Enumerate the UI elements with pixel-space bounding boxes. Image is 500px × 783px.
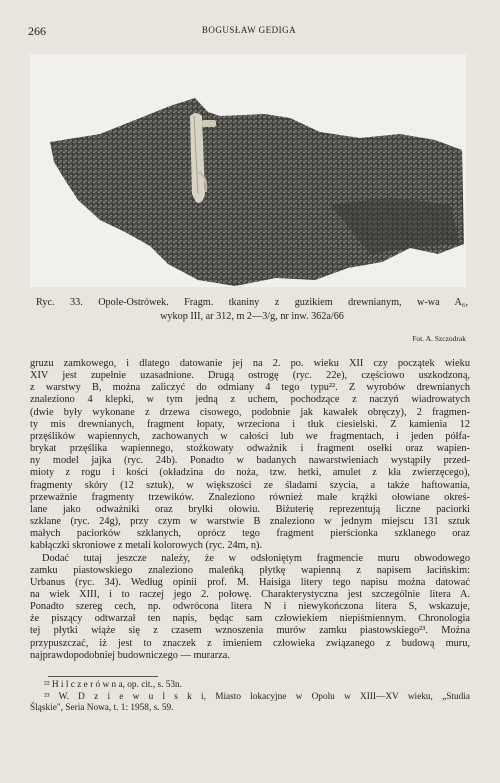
text-line: brykat przęślika wapiennego, stożkowaty odważnik i fragment osełki oraz wapien- [30,443,470,455]
paragraph [30,358,470,553]
text-line: z warstwy B, można zaliczyć do odmiany 4 tego typu²². Z wyrobów drewnianych [30,382,470,394]
text-line: Urbanus (ryc. 34). Według opinii prof. M. Haisiga litery tego napisu można datować [30,576,470,588]
text-line: że piszący odtwarzał ten napis, będąc sam człowiekiem niepiśmiennym. Chronologia [30,613,470,625]
text-line: gruzu zamkowego, i dlatego datowanie jej na 2. po. wieku XII czy początek wieku [30,358,470,369]
text-line: fragmenty skóry (12 sztuk), w większości ze śladami szycia, a także haftowania, [30,479,470,491]
text-line: małych paciorków szklanych, oprócz tego fragment pierścionka szklanego oraz [30,528,470,540]
footnote-23-continued: Śląskie", Seria Nowa, t. 1: 1958, s. 59. [30,703,174,714]
text-line: Dodać tutaj jeszcze należy, że w odsłoniętym fragmencie muru obwodowego [42,552,470,564]
text-line: przeważnie fragmenty trzewików. Znaleziono również małe krążki ołowiane okreś- [30,491,470,503]
text-line: znaleziono 4 klepki, w tym jedną z uchem, pochodzące z naczyń wiadrowatych [30,394,470,406]
text-line: przęślików wapiennych, zachowanych w całości lub we fragmentach, i jeden półfa- [30,430,470,442]
page-header [28,24,470,38]
body-text [30,358,470,662]
figure-caption [36,296,468,324]
paragraph [30,553,470,662]
text-line: ty mis drewnianych, fragment łopaty, wrzeciona i tłuk ciesielski. Z kamienia 12 [30,418,470,430]
footnote-23: ²³ W. D z i e w u l s k i, Miasto lokacyjne w Opolu w XIII—XV wieku, „Studia [44,691,470,702]
text-line: szklane (ryc. 24g), przy czym w warstwie B znaleziono w jednym miejscu 131 sztuk [30,516,470,528]
text-line: lane jako odważniki oraz bryłki ołowiu. Biżuterię reprezentują liczne paciorki [30,503,470,515]
text-line: najprawdopodobniej budowniczego — murarza. [30,649,230,661]
running-title: BOGUSŁAW GEDIGA [201,25,297,35]
figure-photo [30,54,466,287]
page-number: 266 [28,24,46,38]
text-line: Ponadto szereg cech, np. odwrócona litera N i niewykończona litera S, wskazuje, [30,601,470,613]
footnotes [30,680,470,715]
text-line: (dwie były wykonane z drzewa cisowego, podobnie jak kawałek obręczy), 2 fragmen- [30,406,470,418]
footnote-22: ²² H i l c z e r ó w n a, op. cit., s. 53n. [44,680,183,690]
text-line: kabłączki skroniowe z metali kolorowych (ryc. 24m, n). [30,540,263,552]
photo-credit: Fot. A. Szczodrak [412,334,466,343]
caption-line: Ryc. 33. Opole-Ostrówek. Fragm. tkaniny z guzikiem drewnianym, w-wa A₆, [36,297,468,308]
text-line: zamku piastowskiego znaleziono maleńką płytkę wapienną z napisem łacińskim: [30,564,470,576]
caption-line: wykop III, ar 312, m 2—3/g, nr inw. 362a/66 [160,310,344,322]
textile-photo-image [30,54,466,287]
text-line: XIV jest zupełnie uzasadnione. Drugą ostrogę (ryc. 22e), częściowo uszkodzoną, [30,370,470,382]
text-line: tej płytki wiąże się z czasem wznoszenia murów zamku piastowskiego²³. Można [30,625,470,637]
text-line: przypuszczać, iż jest to znaczek z imieniem człowieka związanego z budową muru, [30,637,470,649]
footnote-rule [48,676,158,677]
text-line: na wiek XIII, i to raczej jego 2. połowę. Charakterystyczna jest szczególnie litera A. [30,588,470,600]
text-line: mioty z rogu i kości (okładzina do noża, tzw. hetki, amulet z kła zwierzęcego), [30,467,470,479]
text-line: ny model jajka (ryc. 24b). Ponadto w badanych nawarstwieniach wystąpiły przed- [30,455,470,467]
